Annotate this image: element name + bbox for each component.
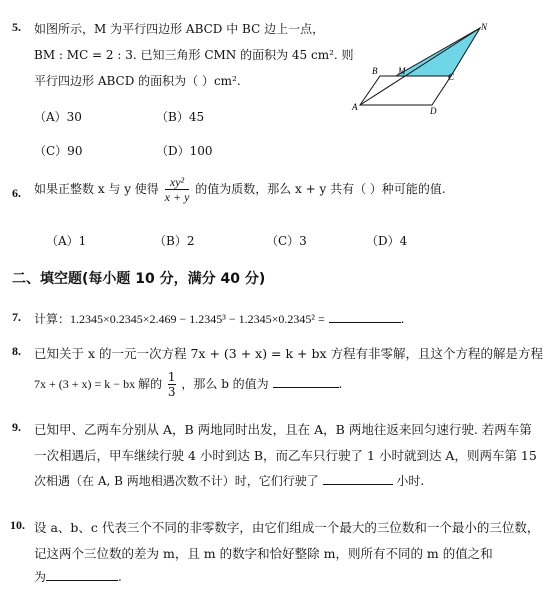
q6-option-c: （C）3 [266, 234, 307, 248]
q6-option-b: （B）2 [154, 234, 195, 248]
q7-answer-blank[interactable] [329, 310, 401, 323]
q5-line2: BM : MC = 2 : 3. 已知三角形 CMN 的面积为 45 cm². 则 [34, 48, 354, 62]
parallelogram-abcd [360, 76, 451, 105]
label-m: M [398, 66, 406, 76]
q8-line2-after: ，那么 b 的值为 [181, 377, 269, 391]
q8-line2-before: 7x + (3 + x) = k − bx 解的 [34, 377, 163, 391]
q5-line3: 平行四边形 ABCD 的面积为（ ）cm². [34, 74, 241, 88]
q7-line [34, 310, 404, 327]
q5-option-b: （B）45 [156, 110, 205, 124]
q9-answer-blank[interactable] [323, 472, 393, 485]
q10-line3-before: 为 [34, 570, 47, 584]
q8-end: . [338, 377, 343, 391]
q7-number: 7. [12, 310, 21, 324]
q8-line1: 已知关于 x 的一元一次方程 7x + (3 + x) = k + bx 方程有非零解，且这个方程的解是方程 [34, 346, 544, 361]
q9-line3 [34, 472, 424, 489]
q7-text: 计算：1.2345×0.2345×2.469 − 1.2345³ − 1.2345×0.2345² = [34, 312, 325, 326]
q6-fraction-denominator: x + y [164, 190, 190, 204]
label-b: B [372, 66, 378, 76]
q8-fraction-denominator: 3 [167, 385, 176, 399]
q6-option-d: （D）4 [366, 234, 408, 248]
label-d: D [430, 106, 437, 115]
q6-fraction [165, 175, 190, 204]
q6-text-after: 的值为质数，那么 x + y 共有（ ）种可能的值. [195, 182, 446, 196]
q8-fraction [168, 370, 176, 399]
parallelogram-figure [350, 20, 500, 115]
q8-line2 [34, 370, 342, 399]
q5-line1: 如图所示，M 为平行四边形 ABCD 中 BC 边上一点， [34, 22, 325, 36]
label-a: A [352, 102, 358, 112]
q6-number: 6. [12, 186, 21, 200]
triangle-cmn [396, 28, 480, 76]
q10-line3 [34, 568, 122, 585]
q9-line2: 一次相遇后，甲车继续行驶 4 小时到达 B，而乙车只行驶了 1 小时就到达 A，则两车第 15 [34, 448, 537, 463]
q5-option-a: （A）30 [34, 110, 82, 124]
q10-answer-blank[interactable] [46, 568, 118, 581]
q10-line2: 记这两个三位数的差为 m，且 m 的数字和恰好整除 m，则所有不同的 m 的值之和 [34, 546, 493, 561]
q9-line3-after: 小时. [396, 474, 425, 488]
q8-number: 8. [12, 344, 21, 358]
q6-stem [34, 175, 446, 204]
q10-line1: 设 a、b、c 代表三个不同的非零数字，由它们组成一个最大的三位数和一个最小的三位数， [34, 520, 540, 535]
q6-text-before: 如果正整数 x 与 y 使得 [34, 182, 159, 196]
q7-end: . [400, 312, 405, 326]
q9-number: 9. [12, 420, 21, 434]
label-n: N [481, 22, 488, 32]
q5-number: 5. [12, 20, 21, 34]
label-c: C [448, 72, 455, 82]
q5-option-c: （C）90 [34, 144, 83, 158]
q8-answer-blank[interactable] [273, 375, 339, 388]
line-an [360, 28, 480, 105]
q6-option-a: （A）1 [46, 234, 87, 248]
q8-fraction-numerator: 1 [167, 370, 176, 384]
q9-line3-before: 次相遇（在 A, B 两地相遇次数不计）时，它们行驶了 [34, 474, 319, 488]
q10-number: 10. [10, 518, 25, 532]
q9-line1: 已知甲、乙两车分别从 A，B 两地同时出发，且在 A，B 两地往返来回匀速行驶. 若两车第 [34, 422, 532, 437]
q5-option-d: （D）100 [156, 144, 213, 158]
section-title: 二、填空题(每小题 10 分，满分 40 分) [12, 271, 266, 287]
q6-fraction-numerator: xy² [169, 175, 185, 189]
q10-end: . [118, 570, 122, 584]
